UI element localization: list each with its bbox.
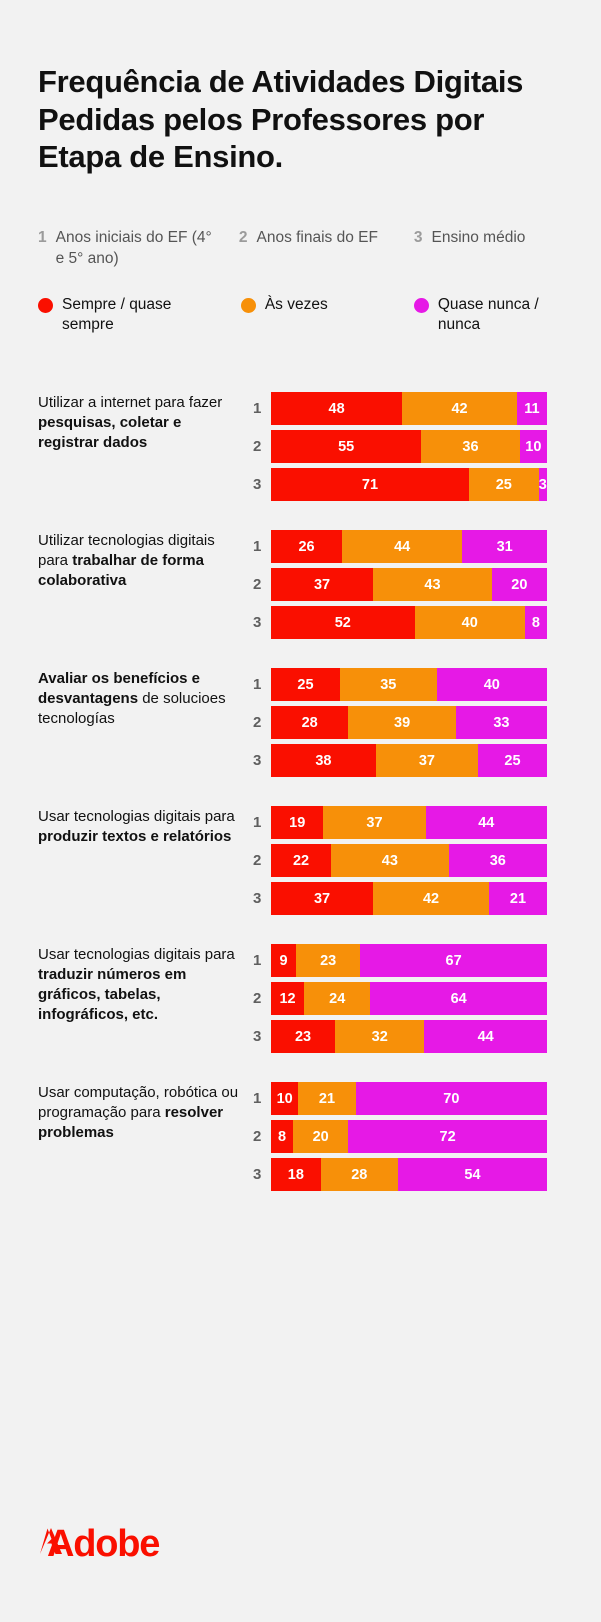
- chart-group: [38, 1081, 563, 1191]
- chart-bar-stage-number: 2: [253, 438, 262, 456]
- chart-bar-row: [253, 668, 563, 701]
- chart-bar-stage-number: 1: [253, 1090, 262, 1108]
- bar-segment-sempre: 52: [271, 606, 415, 639]
- stacked-bar: [271, 606, 547, 639]
- chart-bar-row: [253, 430, 563, 463]
- bar-segment-nunca: 10: [520, 430, 547, 463]
- bar-segment-nunca: 67: [360, 944, 547, 977]
- stacked-bar: [271, 530, 547, 563]
- chart-group: [38, 391, 563, 501]
- chart-bar-stage-number: 2: [253, 1128, 262, 1146]
- bar-segment-sempre: 22: [271, 844, 331, 877]
- bar-segment-asvezes: 28: [321, 1158, 398, 1191]
- chart-bar-stage-number: 1: [253, 676, 262, 694]
- chart-group-bars: [253, 529, 563, 639]
- legend-item-asvezes: [241, 295, 414, 335]
- chart-bar-row: [253, 1158, 563, 1191]
- bar-segment-sempre: 38: [271, 744, 376, 777]
- bar-segment-asvezes: 20: [293, 1120, 348, 1153]
- chart-group: [38, 943, 563, 1053]
- stacked-bar: [271, 806, 547, 839]
- bar-segment-nunca: 33: [456, 706, 547, 739]
- bar-segment-sempre: 48: [271, 392, 402, 425]
- bar-segment-asvezes: 43: [373, 568, 492, 601]
- chart-legend: [38, 295, 563, 335]
- infographic-page: [0, 21, 601, 1622]
- chart-bar-row: [253, 882, 563, 915]
- stacked-bar: [271, 882, 547, 915]
- chart-bar-stage-number: 3: [253, 1166, 262, 1184]
- bar-segment-asvezes: 35: [340, 668, 437, 701]
- chart-group: [38, 529, 563, 639]
- stacked-bar: [271, 744, 547, 777]
- bar-segment-asvezes: 32: [335, 1020, 424, 1053]
- chart-bar-stage-number: 1: [253, 400, 262, 418]
- stacked-bar: [271, 844, 547, 877]
- bar-segment-sempre: 28: [271, 706, 348, 739]
- chart-bar-row: [253, 392, 563, 425]
- bar-segment-asvezes: 42: [402, 392, 517, 425]
- bar-segment-sempre: 10: [271, 1082, 298, 1115]
- bar-segment-sempre: 37: [271, 882, 373, 915]
- stacked-bar: [271, 1082, 547, 1115]
- stacked-bar: [271, 430, 547, 463]
- bar-segment-sempre: 55: [271, 430, 421, 463]
- stage-key-label: Ensino médio: [431, 229, 526, 247]
- bar-segment-nunca: 44: [426, 806, 547, 839]
- legend-item-quasenunca: [414, 295, 563, 335]
- bar-segment-nunca: 11: [517, 392, 547, 425]
- bar-segment-sempre: 23: [271, 1020, 335, 1053]
- stacked-bar: [271, 982, 547, 1015]
- chart-bar-stage-number: 3: [253, 614, 262, 632]
- bar-segment-asvezes: 37: [376, 744, 478, 777]
- chart-bar-row: [253, 744, 563, 777]
- bar-segment-sempre: 19: [271, 806, 323, 839]
- bar-segment-asvezes: 40: [415, 606, 525, 639]
- legend-item-sempre: [38, 295, 241, 335]
- chart-bar-stage-number: 2: [253, 990, 262, 1008]
- stacked-bar: [271, 1158, 547, 1191]
- bar-segment-sempre: 37: [271, 568, 373, 601]
- chart-group-bars: [253, 805, 563, 915]
- chart-bar-row: [253, 806, 563, 839]
- chart-bar-stage-number: 2: [253, 714, 262, 732]
- chart-bar-row: [253, 1120, 563, 1153]
- chart-group: [38, 805, 563, 915]
- stacked-bar: [271, 1020, 547, 1053]
- chart-group-bars: [253, 667, 563, 777]
- stacked-bar: [271, 468, 547, 501]
- bar-segment-asvezes: 42: [373, 882, 489, 915]
- chart-group-bars: [253, 1081, 563, 1191]
- legend-label: Quase nunca / nunca: [437, 296, 539, 334]
- chart-bar-stage-number: 3: [253, 890, 262, 908]
- stage-key-item: [414, 228, 563, 270]
- chart-group-label: Usar tecnologias digitais para produzir textos e relatórios: [38, 808, 235, 846]
- chart-bar-row: [253, 844, 563, 877]
- bar-segment-nunca: 64: [370, 982, 547, 1015]
- chart-bar-row: [253, 1082, 563, 1115]
- bar-segment-asvezes: 43: [331, 844, 449, 877]
- chart-bar-row: [253, 530, 563, 563]
- chart-bar-stage-number: 2: [253, 852, 262, 870]
- bar-segment-nunca: 31: [462, 530, 547, 563]
- chart-bar-stage-number: 1: [253, 814, 262, 832]
- stage-key-number: 1: [38, 229, 47, 247]
- bar-segment-asvezes: 24: [304, 982, 370, 1015]
- legend-swatch-icon: [38, 298, 53, 313]
- bar-segment-sempre: 26: [271, 530, 342, 563]
- adobe-logo: [38, 1523, 159, 1566]
- bar-segment-asvezes: 36: [421, 430, 519, 463]
- chart-bar-stage-number: 3: [253, 1028, 262, 1046]
- bar-segment-nunca: 20: [492, 568, 547, 601]
- chart-bar-row: [253, 706, 563, 739]
- stacked-bar: [271, 392, 547, 425]
- stacked-bar: [271, 568, 547, 601]
- chart-groups: [38, 391, 563, 1191]
- bar-segment-sempre: 18: [271, 1158, 321, 1191]
- bar-segment-nunca: 8: [525, 606, 547, 639]
- bar-segment-nunca: 54: [398, 1158, 547, 1191]
- bar-segment-asvezes: 23: [296, 944, 360, 977]
- chart-group-bars: [253, 391, 563, 501]
- bar-segment-nunca: 72: [348, 1120, 547, 1153]
- stacked-bar: [271, 706, 547, 739]
- stage-key: [38, 228, 563, 270]
- bar-segment-nunca: 21: [489, 882, 547, 915]
- bar-segment-asvezes: 21: [298, 1082, 355, 1115]
- bar-segment-asvezes: 39: [348, 706, 456, 739]
- bar-segment-sempre: 8: [271, 1120, 293, 1153]
- stacked-bar: [271, 1120, 547, 1153]
- stage-key-number: 3: [413, 229, 423, 247]
- stacked-bar: [271, 668, 547, 701]
- stage-key-item: [239, 228, 414, 270]
- bar-segment-nunca: 70: [356, 1082, 547, 1115]
- bar-segment-sempre: 71: [271, 468, 469, 501]
- bar-segment-sempre: 12: [271, 982, 304, 1015]
- stage-key-item: [38, 228, 239, 270]
- bar-segment-nunca: 25: [478, 744, 547, 777]
- bar-segment-nunca: 40: [437, 668, 547, 701]
- bar-segment-asvezes: 37: [323, 806, 425, 839]
- stage-key-label: Anos finais do EF: [256, 229, 378, 247]
- chart-group-label: Utilizar a internet para fazer pesquisas, coletar e registrar dados: [38, 394, 223, 452]
- chart-bar-stage-number: 2: [253, 576, 262, 594]
- stage-key-number: 2: [238, 229, 248, 247]
- legend-swatch-icon: [241, 298, 256, 313]
- chart-bar-row: [253, 568, 563, 601]
- chart-bar-row: [253, 944, 563, 977]
- bar-segment-nunca: 3: [539, 468, 547, 501]
- adobe-wordmark: Adobe: [47, 1522, 160, 1565]
- chart-group-label: Utilizar tecnologias digitais para trabalhar de forma colaborativa: [38, 532, 215, 590]
- bar-segment-nunca: 44: [424, 1020, 547, 1053]
- page-title: Frequência de Atividades Digitais Pedidas pelos Professores por Etapa de Ensino.: [38, 63, 524, 175]
- legend-label: Às vezes: [264, 296, 328, 314]
- chart-bar-row: [253, 468, 563, 501]
- bar-segment-asvezes: 25: [469, 468, 539, 501]
- bar-segment-asvezes: 44: [342, 530, 462, 563]
- chart-group-bars: [253, 943, 563, 1053]
- bar-segment-nunca: 36: [449, 844, 547, 877]
- bar-segment-sempre: 25: [271, 668, 340, 701]
- chart-group-label: Usar tecnologias digitais para traduzir números em gráficos, tabelas, infográficos, etc.: [38, 946, 235, 1024]
- stage-key-label: Anos iniciais do EF (4° e 5° ano): [55, 229, 212, 268]
- chart-bar-stage-number: 3: [253, 752, 262, 770]
- chart-bar-stage-number: 1: [253, 952, 262, 970]
- chart-group-label: Usar computação, robótica ou programação para resolver problemas: [38, 1084, 239, 1142]
- chart-bar-row: [253, 606, 563, 639]
- legend-swatch-icon: [414, 298, 429, 313]
- chart-bar-row: [253, 1020, 563, 1053]
- footer: [38, 1523, 159, 1566]
- chart-bar-row: [253, 982, 563, 1015]
- chart-bar-stage-number: 1: [253, 538, 262, 556]
- legend-label: Sempre / quase sempre: [62, 296, 172, 334]
- bar-segment-sempre: 9: [271, 944, 296, 977]
- chart-group: [38, 667, 563, 777]
- stacked-bar: [271, 944, 547, 977]
- chart-bar-stage-number: 3: [253, 476, 262, 494]
- chart-group-label: Avaliar os benefícios e desvantagens de solucioes tecnologías: [38, 670, 226, 728]
